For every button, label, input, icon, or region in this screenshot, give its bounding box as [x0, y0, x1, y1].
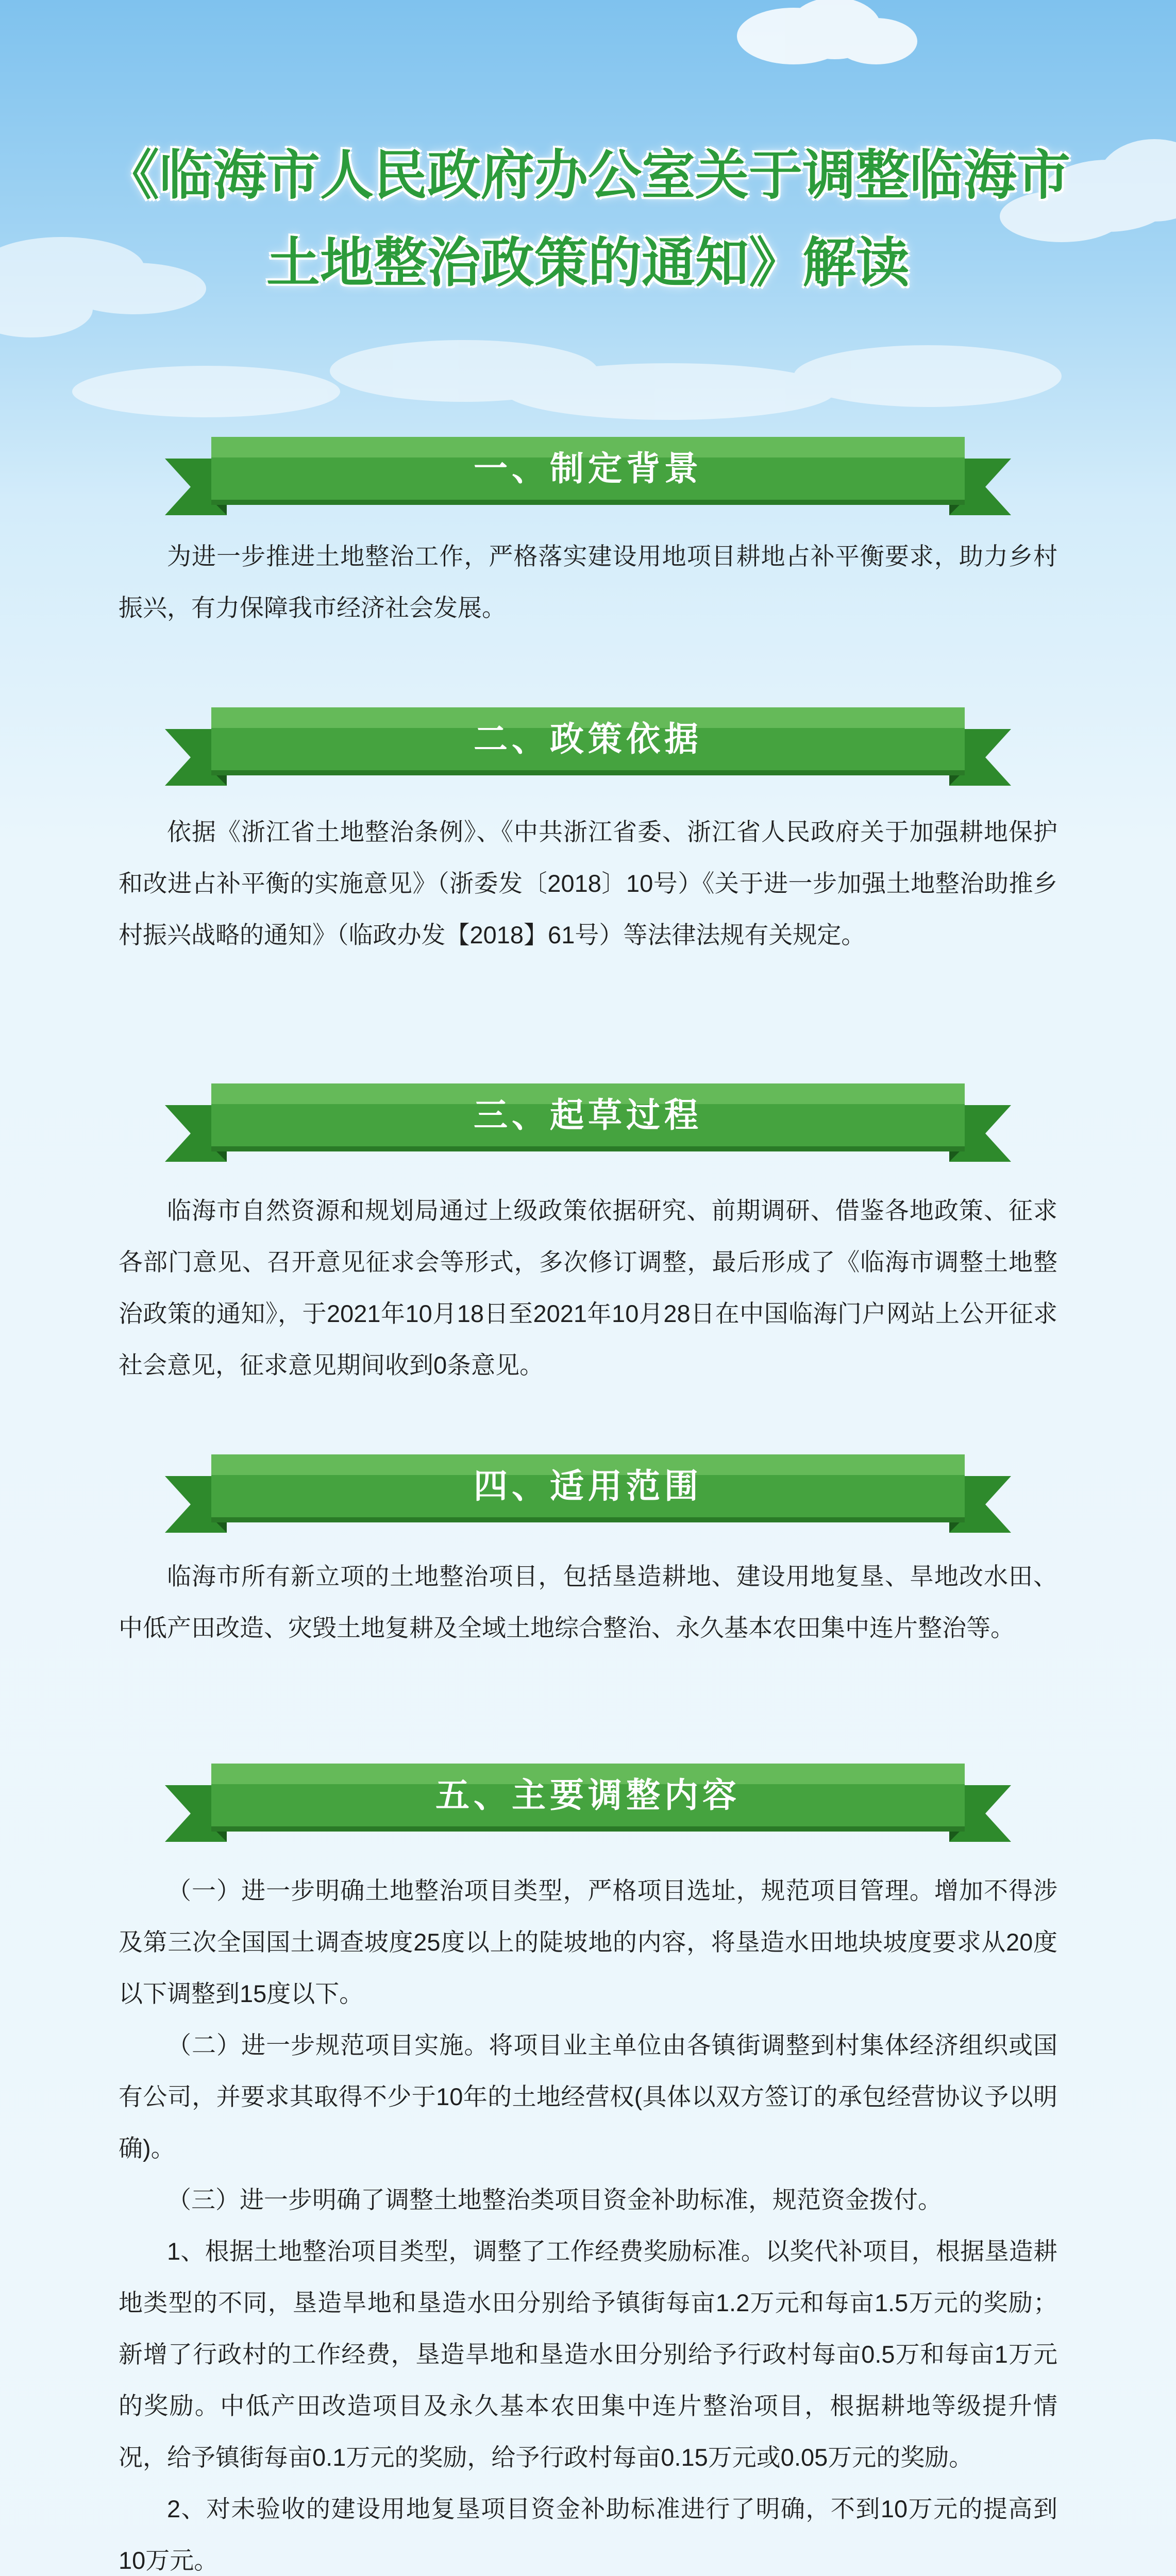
section-banner-adjustments	[155, 1754, 1021, 1847]
section-banner-scope	[155, 1445, 1021, 1538]
section-heading-scope: 四、适用范围	[474, 1466, 702, 1506]
section-heading-adjustments: 五、主要调整内容	[435, 1775, 741, 1815]
section-banner-background	[155, 428, 1021, 520]
paragraph-basis: 依据《浙江省土地整治条例》、《中共浙江省委、浙江省人民政府关于加强耕地保护和改进占补平衡的实施意见》（浙委发〔2018〕10号）《关于进一步加强土地整治助推乡村振兴战略的通知》（临政办发【2018】61号）等法律法规有关规定。	[119, 818, 1057, 948]
section-heading-background: 一、制定背景	[474, 449, 702, 488]
adjustment-paragraph: 2、对未验收的建设用地复垦项目资金补助标准进行了明确，不到10万元的提高到10万元。	[119, 2495, 1057, 2574]
section-heading-drafting: 三、起草过程	[474, 1095, 702, 1135]
adjustment-paragraph: （一）进一步明确土地整治项目类型，严格项目选址，规范项目管理。增加不得涉及第三次全国国土调查坡度25度以上的陡坡地的内容，将垦造水田地块坡度要求从20度以下调整到15度以下。	[119, 1877, 1057, 2007]
section-banner-basis	[155, 698, 1021, 791]
paragraph-drafting: 临海市自然资源和规划局通过上级政策依据研究、前期调研、借鉴各地政策、征求各部门意见、召开意见征求会等形式，多次修订调整，最后形成了《临海市调整土地整治政策的通知》，于2021年10月18日至2021年10月28日在中国临海门户网站上公开征求社会意见，征求意见期间收到0条意见。	[119, 1197, 1057, 1379]
adjustments-content	[119, 1865, 1057, 2576]
page-title-line-1: 《临海市人民政府办公室关于调整临海市	[105, 144, 1070, 207]
paragraph-scope: 临海市所有新立项的土地整治项目，包括垦造耕地、建设用地复垦、旱地改水田、中低产田改造、灾毁土地复耕及全域土地综合整治、永久基本农田集中连片整治等。	[119, 1563, 1057, 1641]
section-banner-drafting	[155, 1074, 1021, 1167]
adjustment-paragraph: （三）进一步明确了调整土地整治类项目资金补助标准，规范资金拨付。	[167, 2186, 942, 2213]
paragraph-background: 为进一步推进土地整治工作，严格落实建设用地项目耕地占补平衡要求，助力乡村振兴，有力保障我市经济社会发展。	[119, 543, 1057, 621]
page-title-line-2: 土地整治政策的通知》解读	[266, 231, 910, 294]
adjustment-paragraph: （二）进一步规范项目实施。将项目业主单位由各镇街调整到村集体经济组织或国有公司，并要求其取得不少于10年的土地经营权(具体以双方签订的承包经营协议予以明确)。	[119, 2031, 1057, 2162]
adjustment-paragraph: 1、根据土地整治项目类型，调整了工作经费奖励标准。以奖代补项目，根据垦造耕地类型的不同，垦造旱地和垦造水田分别给予镇街每亩1.2万元和每亩1.5万元的奖励；新增了行政村的工作经费，垦造旱地和垦造水田分别给予行政村每亩0.5万和每亩1万元的奖励。中低产田改造项目及永久基本农田集中连片整治项目，根据耕地等级提升情况，给予镇街每亩0.1万元的奖励，给予行政村每亩0.15万元或0.05万元的奖励。	[119, 2238, 1057, 2471]
section-heading-basis: 二、政策依据	[474, 719, 702, 759]
